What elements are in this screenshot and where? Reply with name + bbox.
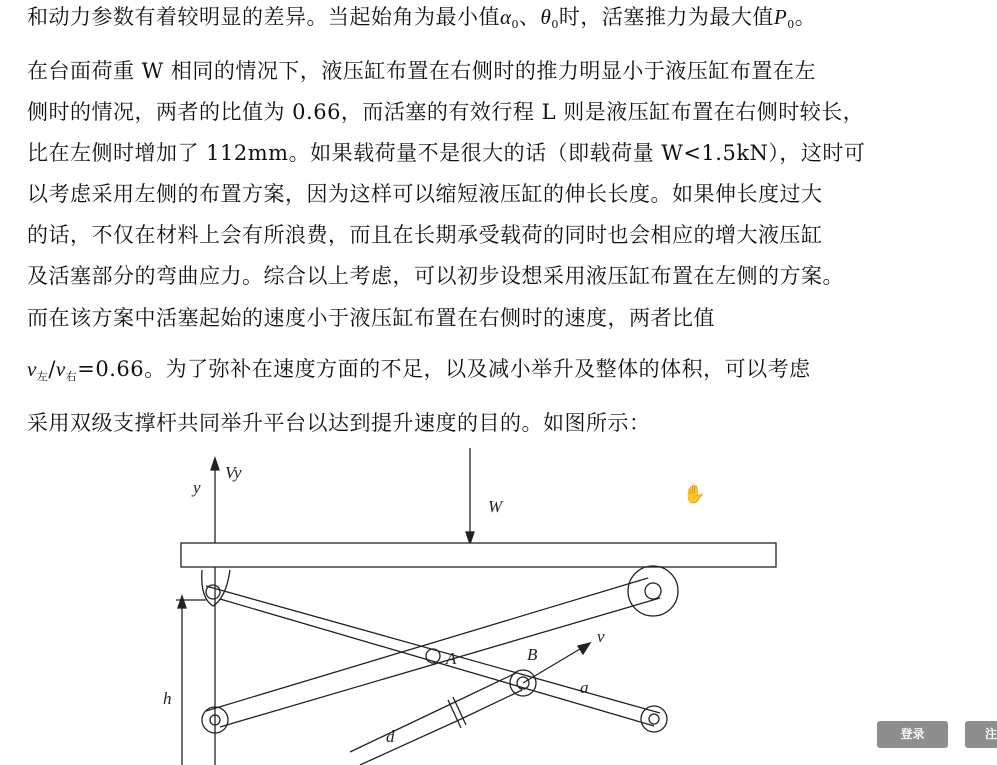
top-left-pivot (206, 585, 220, 599)
login-button[interactable]: 登录 (877, 721, 948, 748)
label-h: h (163, 689, 172, 708)
subscript-zero: 0 (511, 18, 520, 31)
piston-rod (459, 690, 522, 720)
text-line-last: 采用双级支撑杆共同举升平台以达到提升速度的目的。如图所示： (27, 411, 651, 435)
text-line-8: 而在该方案中活塞起始的速度小于液压缸布置在右侧时的速度，两者比值 (27, 306, 715, 330)
subscript-right: 右 (65, 370, 78, 383)
label-a-length: a (580, 678, 589, 697)
text-line-2: 在台面荷重 W 相同的情况下，液压缸布置在右侧时的推力明显小于液压缸布置在左 (27, 59, 816, 83)
hand-cursor-icon: ✋ (683, 484, 706, 505)
register-button[interactable]: 注 (965, 721, 997, 748)
cylinder-body (360, 720, 459, 765)
text-line-4: 比在左侧时增加了 112mm。如果载荷量不是很大的话（即载荷量 W<1.5kN），这时可 (27, 141, 866, 165)
alpha-symbol: α (500, 5, 512, 29)
text-line-5: 以考虑采用左侧的布置方案，因为这样可以缩短液压缸的伸长长度。如果伸长度过大 (27, 182, 823, 206)
v-symbol: v (27, 357, 37, 381)
subscript-zero: 0 (787, 18, 795, 31)
line-text: =0.66。为了弥补在速度方面的不足，以及减小举升及整体的体积，可以考虑 (77, 357, 811, 381)
v-symbol: v (55, 357, 66, 381)
top-right-pivot (645, 583, 661, 599)
period: 。 (794, 5, 817, 29)
p-symbol: P (773, 5, 788, 29)
cylinder-body (350, 703, 453, 752)
label-b-point: B (527, 645, 538, 664)
label-vy: Vy (225, 463, 242, 482)
label-w: W (488, 497, 503, 516)
text-line-3: 侧时的情况，两者的比值为 0.66，而活塞的有效行程 L 则是液压缸布置在右侧时较长， (27, 100, 865, 124)
ratio-line (27, 354, 811, 392)
bottom-right-pivot (649, 714, 659, 724)
line-text: 和动力参数有着较明显的差异。当起始角为最小值 (27, 5, 500, 29)
separator: 、 (519, 5, 541, 29)
label-a-point: A (446, 649, 457, 668)
scissor-lift-figure (150, 440, 850, 765)
theta-symbol: θ (540, 5, 552, 29)
label-y: y (193, 478, 201, 497)
text-line-1 (27, 2, 816, 40)
platform (181, 543, 776, 567)
label-v: v (597, 627, 605, 646)
line-text: 时，活塞推力为最大值 (558, 5, 774, 29)
scissor-bar-2-edge (220, 598, 660, 727)
velocity-arrowhead (578, 643, 590, 654)
piston-head (453, 697, 466, 725)
height-arrowhead (178, 596, 186, 608)
axis-arrowhead (211, 458, 219, 470)
top-right-roller (628, 566, 678, 616)
subscript-left: 左 (36, 370, 49, 383)
bottom-right-joint (641, 706, 667, 732)
piston-rod (453, 673, 516, 703)
load-arrowhead (466, 532, 474, 544)
scissor-lift-diagram (150, 440, 850, 765)
label-d: d (386, 727, 395, 746)
slash: / (48, 357, 56, 381)
subscript-zero: 0 (551, 18, 559, 31)
text-line-6: 的话，不仅在材料上会有所浪费，而且在长期承受载荷的同时也会相应的增大液压缸 (27, 223, 823, 247)
text-line-7: 及活塞部分的弯曲应力。综合以上考虑，可以初步设想采用液压缸布置在左侧的方案。 (27, 264, 844, 288)
